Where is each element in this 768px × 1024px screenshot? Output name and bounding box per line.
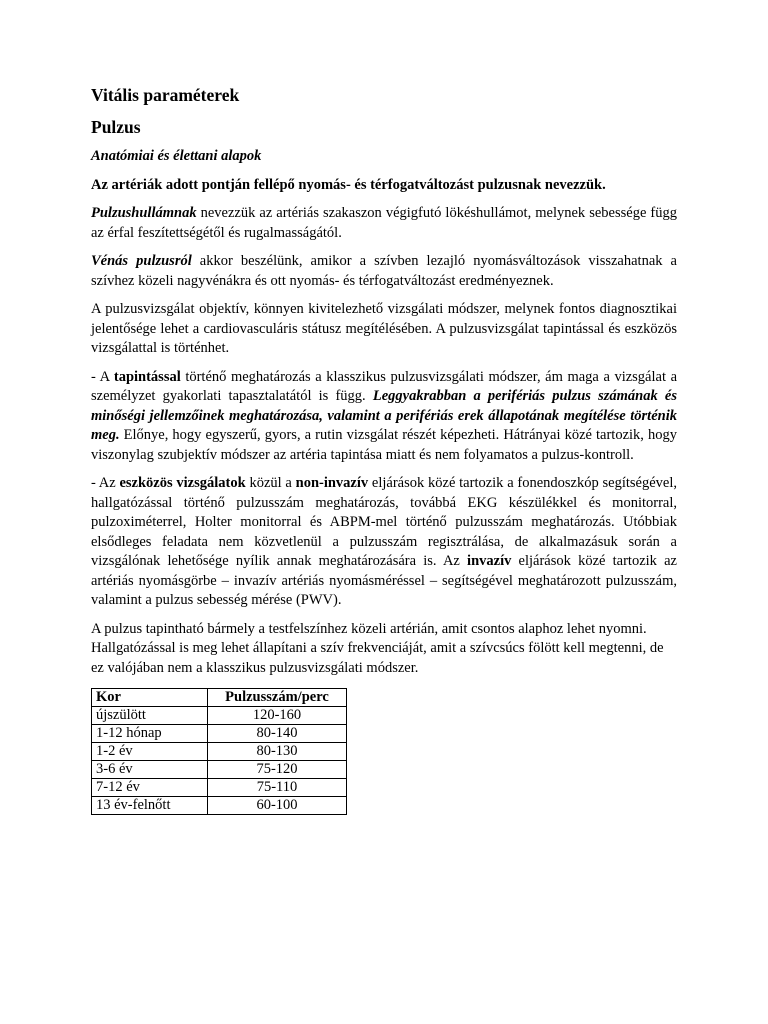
section-heading: Anatómiai és élettani alapok: [91, 148, 262, 164]
document-title: Vitális paraméterek: [91, 85, 240, 105]
table-cell-rate: 120-160: [208, 707, 347, 725]
table-cell-rate: 75-120: [208, 761, 347, 779]
term-venas: Vénás pulzusról: [91, 253, 192, 269]
table-cell-age: 1-2 év: [92, 743, 208, 761]
table-cell-age: 3-6 év: [92, 761, 208, 779]
table-row: [92, 725, 347, 743]
table-row: [92, 797, 347, 815]
term-pulzushullam: Pulzushullámnak: [91, 205, 197, 221]
text-run: közül a: [245, 475, 296, 491]
document-subtitle: Pulzus: [91, 117, 141, 137]
term-tapintas: tapintással: [113, 368, 181, 385]
term-non-invaziv: non-invazív: [295, 475, 369, 491]
table-cell-rate: 75-110: [208, 779, 347, 797]
paragraph-tapintas: [91, 368, 677, 466]
definition-paragraph: Az artériák adott pontján fellépő nyomás- és térfogatváltozást pulzusnak nevezzük.: [91, 176, 606, 193]
text-run: - A: [91, 368, 114, 385]
table-row: [92, 779, 347, 797]
text-run: történő meghatározás a klasszikus pulzusvizsgálati módszer, ám maga a vizsgálat a személyzet gyakorlati tapasztalatától is függ.: [91, 368, 678, 404]
table-cell-rate: 60-100: [208, 797, 347, 815]
text-run: eljárások közé tartozik a fonendoszkóp segítségével, hallgatózással történő pulzusszám meghatározás, továbbá EKG készülékkel és monitorral, pulzoximéterrel, Holter monitorral és ABPM-mel történő pulzusszám meghatározás. Utóbbiak elsődleges feladata nem közvetlenül a pulzusszám regisztrálása, de alkalmazásuk során a vizsgálónak lehetősége nyílik annak meghatározására is. Az: [91, 475, 677, 569]
table-header-kor: Kor: [92, 689, 208, 707]
paragraph-pulzushullam: [91, 204, 677, 243]
term-eszkozos: eszközös vizsgálatok: [119, 475, 246, 491]
table-cell-age: 7-12 év: [92, 779, 208, 797]
text-run: eljárások közé tartozik az artériás nyomásgörbe – invazív artériás nyomásméréssel – segítségével meghatározott pulzusszám, valamint a pulzus sebesség mérése (PWV).: [91, 553, 677, 608]
table-row: [92, 761, 347, 779]
document-page: [91, 84, 677, 815]
paragraph-eszkozos: [91, 474, 677, 611]
paragraph-text: akkor beszélünk, amikor a szívben lezajló nyomásváltozások visszahatnak a szívhez közeli nagyvénákra és ott nyomás- és térfogatváltozást eredményeznek.: [91, 253, 677, 289]
text-run: Előnye, hogy egyszerű, gyors, a rutin vizsgálat részét képezheti. Hátrányai közé tartozik, hogy viszonylag szubjektív módszer az artéria tapintása miatt és nem folyamatos a pulzus-kontroll.: [91, 427, 677, 463]
table-cell-age: 1-12 hónap: [92, 725, 208, 743]
table-cell-age: 13 év-felnőtt: [92, 797, 208, 815]
table-row: [92, 707, 347, 725]
paragraph-text: nevezzük az artériás szakaszon végigfutó lökéshullámot, melynek sebessége függ az érfal feszítettségétől és rugalmasságától.: [91, 205, 677, 241]
text-run: - Az: [91, 475, 120, 491]
table-header-row: [92, 689, 347, 707]
paragraph-venas: [91, 252, 677, 291]
table-header-pulzusszam: Pulzusszám/perc: [208, 689, 347, 707]
table-cell-rate: 80-140: [208, 725, 347, 743]
paragraph-vizsgalat: A pulzusvizsgálat objektív, könnyen kivitelezhető vizsgálati módszer, melynek fontos diagnosztikai jelentősége lehet a cardiovasculáris státusz megítélésében. A pulzusvizsgálat tapintással és eszközös vizsgálattal is történhet.: [91, 301, 677, 356]
table-cell-rate: 80-130: [208, 743, 347, 761]
table-cell-age: újszülött: [92, 707, 208, 725]
term-invaziv: invazív: [467, 553, 512, 569]
emphasis-text: Leggyakrabban a perifériás pulzus számának és minőségi jellemzőinek meghatározása, valamint a perifériás erek állapotának megítélése történik meg.: [91, 388, 677, 443]
table-row: [92, 743, 347, 761]
paragraph-tapinthato: A pulzus tapintható bármely a testfelszínhez közeli artérián, amit csontos alaphoz lehet nyomni. Hallgatózással is meg lehet állapítani a szív frekvenciáját, amit a szívcsúcs fölött kell megtenni, de ez valójában nem a klasszikus pulzusvizsgálati módszer.: [91, 620, 664, 676]
pulse-rate-table: [91, 688, 347, 815]
